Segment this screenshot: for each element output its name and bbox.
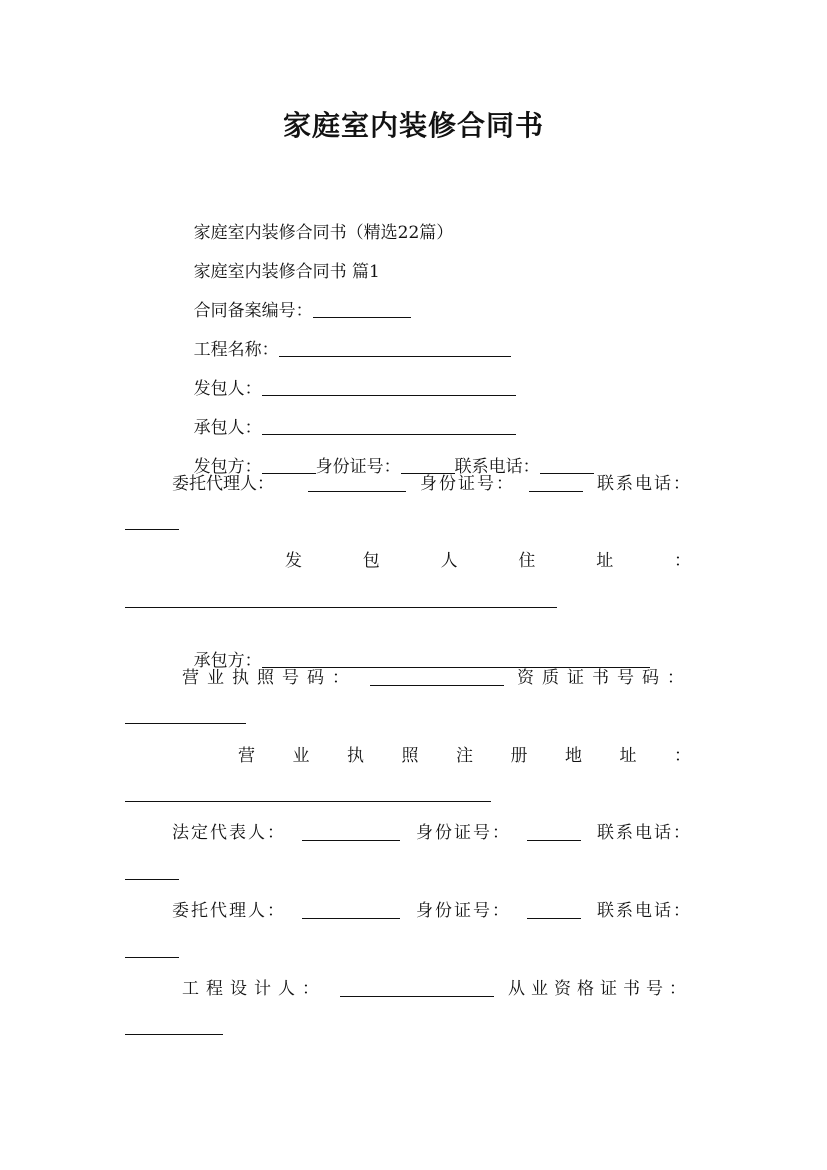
legal-rep-id-label: 身份证号：	[416, 823, 511, 843]
record-number-label: 合同备案编号：	[193, 301, 313, 321]
employer-address-char: 址	[596, 551, 614, 571]
license-address-row	[238, 745, 691, 767]
designer-blank[interactable]	[340, 995, 494, 997]
agent-id-blank-2[interactable]	[527, 917, 581, 919]
employer-address-char: 住	[518, 551, 536, 571]
qualification-blank[interactable]	[125, 723, 246, 724]
agent-row-2	[172, 900, 692, 922]
document-title: 家庭室内装修合同书	[282, 109, 544, 142]
agent-id-label-1: 身份证号：	[420, 474, 515, 494]
agent-phone-blank-1[interactable]	[125, 529, 179, 530]
legal-rep-label: 法定代表人：	[172, 823, 286, 843]
party-a-label: 发包方：	[193, 457, 262, 477]
agent-phone-blank-2[interactable]	[125, 957, 179, 958]
agent-id-label-2: 身份证号：	[416, 901, 511, 921]
license-address-blank[interactable]	[125, 801, 491, 802]
agent-blank-1[interactable]	[308, 490, 406, 492]
legal-rep-id-blank[interactable]	[527, 839, 581, 841]
license-address-char: 执	[347, 746, 364, 766]
project-name-label: 工程名称：	[193, 340, 279, 360]
section-heading-text: 家庭室内装修合同书 篇1	[193, 262, 380, 282]
agent-label-1: 委托代理人：	[172, 474, 274, 494]
party-b-label: 承包方：	[193, 651, 262, 671]
legal-rep-phone-blank[interactable]	[125, 879, 179, 880]
qualification-label: 资质证书号码：	[517, 668, 692, 688]
employer-address-char: 包	[362, 551, 380, 571]
employer-label: 发包人：	[193, 379, 262, 399]
agent-row-1	[172, 473, 692, 495]
license-row	[182, 667, 692, 689]
license-address-char: 册	[510, 746, 528, 766]
legal-rep-phone-label: 联系电话：	[597, 823, 692, 843]
employer-address-row	[285, 550, 691, 572]
designer-row	[182, 978, 692, 1000]
agent-phone-label-1: 联系电话：	[597, 474, 692, 494]
license-address-char: 地	[565, 746, 582, 766]
practice-cert-blank[interactable]	[125, 1034, 223, 1035]
license-blank[interactable]	[370, 684, 504, 686]
license-address-char: 业	[292, 746, 310, 766]
designer-label: 工程设计人：	[182, 979, 326, 999]
license-address-char: 照	[401, 746, 419, 766]
agent-phone-label-2: 联系电话：	[597, 901, 692, 921]
legal-rep-row	[172, 822, 692, 844]
party-a-phone-label: 联系电话：	[454, 457, 540, 477]
employer-address-blank[interactable]	[125, 607, 557, 608]
license-label: 营业执照号码：	[182, 668, 357, 688]
employer-address-char: 人	[440, 551, 458, 571]
legal-rep-blank[interactable]	[302, 839, 400, 841]
agent-id-blank-1[interactable]	[529, 490, 583, 492]
license-address-char: 营	[238, 746, 255, 766]
employer-address-char: ：	[673, 551, 691, 571]
subtitle-text: 家庭室内装修合同书（精选22篇）	[193, 223, 454, 243]
agent-blank-2[interactable]	[302, 917, 400, 919]
party-a-id-label: 身份证号：	[315, 457, 401, 477]
license-address-char: 址	[619, 746, 637, 766]
agent-label-2: 委托代理人：	[172, 901, 286, 921]
employer-address-char: 发	[285, 551, 302, 571]
license-address-char: ：	[674, 746, 691, 766]
practice-cert-label: 从业资格证书号：	[508, 979, 692, 999]
contractor-label: 承包人：	[193, 418, 262, 438]
license-address-char: 注	[456, 746, 473, 766]
